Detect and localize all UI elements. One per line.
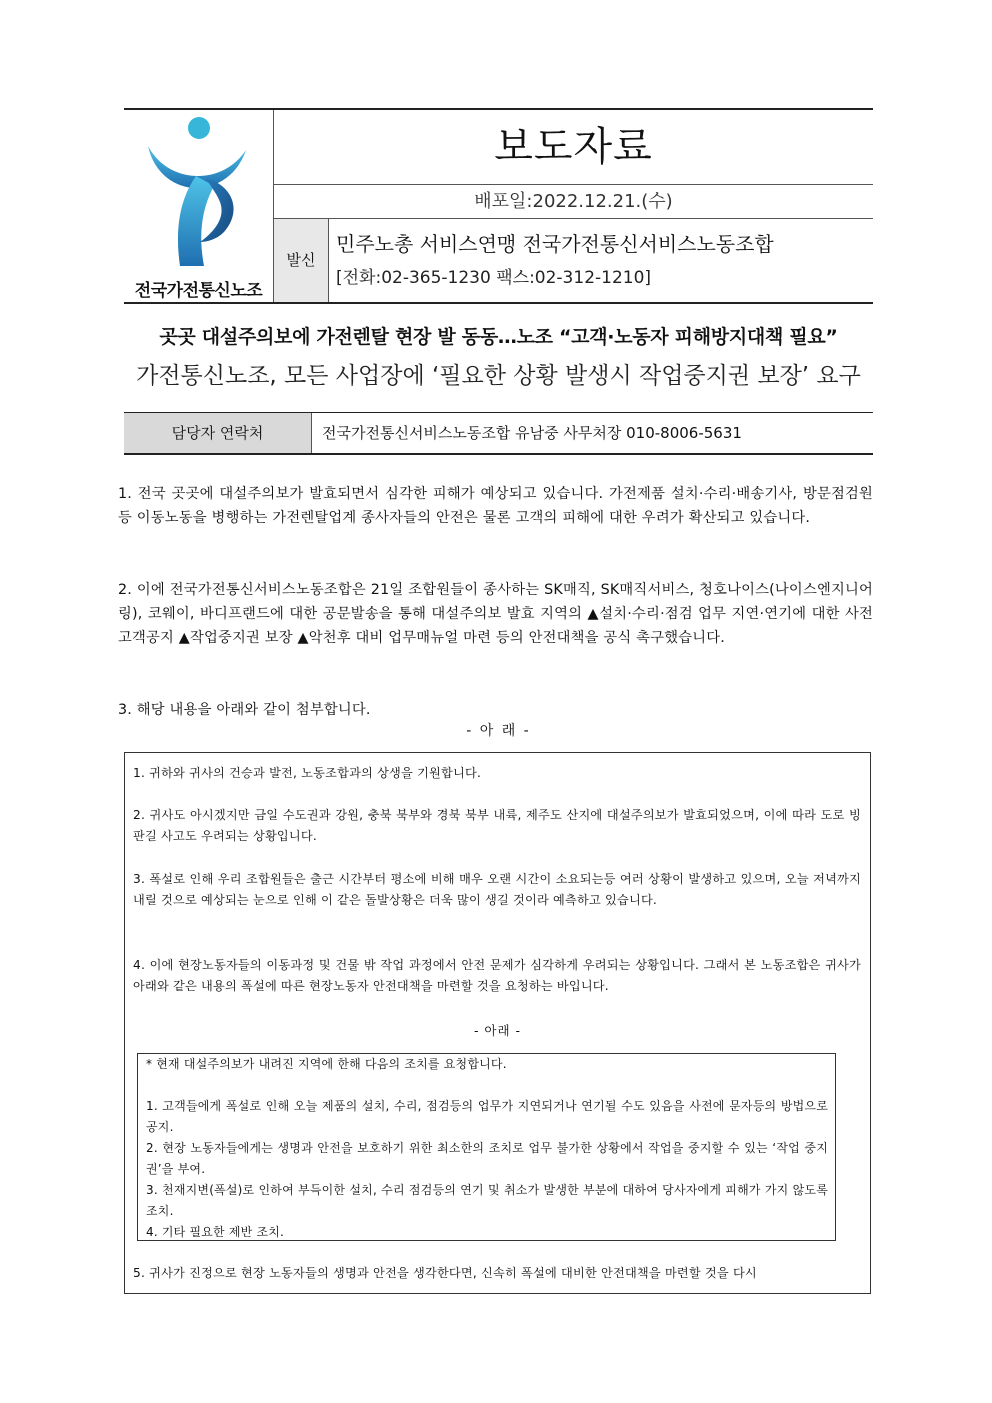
note-heading: - 아 래 - (466, 723, 531, 739)
attached-letter-box (124, 752, 871, 1294)
request-intro: * 현재 대설주의보가 내려진 지역에 한해 다음의 조치를 요청합니다. (146, 1057, 507, 1071)
letter-note-heading: - 아래 - (473, 1023, 522, 1038)
request-item-3: 3. 천재지변(폭설)로 인하여 부득이한 설치, 수리 점검등의 연기 및 취소가 발생한 부분에 대하여 당사자에게 피해가 가지 않도록 조치. (146, 1183, 828, 1218)
page-title: 보도자료 (494, 124, 653, 170)
request-item-4: 4. 기타 필요한 제반 조치. (146, 1225, 285, 1239)
page-title-cell (274, 110, 873, 185)
request-list-box (137, 1053, 836, 1241)
contact-value: 전국가전통신서비스노동조합 유남중 사무처장 010-8006-5631 (322, 424, 742, 442)
request-item-1: 1. 고객들에게 폭설로 인해 오늘 제품의 설치, 수리, 점검등의 업무가 지연되거나 연기될 수도 있음을 사전에 문자등의 방법으로 공지. (146, 1099, 828, 1134)
logo-text: 전국가전통신노조 (134, 281, 263, 301)
contact-label: 담당자 연락처 (124, 413, 312, 453)
letter-item-2: 2. 귀사도 아시겠지만 금일 수도권과 강원, 충북 북부와 경북 북부 내륙, 제주도 산지에 대설주의보가 발효되었으며, 이에 따라 도로 빙판길 사고도 우려되는 상황입니다. (133, 808, 861, 843)
logo-cell (124, 110, 274, 302)
sender-name: 민주노총 서비스연맹 전국가전통신서비스노동조합 (336, 232, 774, 256)
body-paragraph-1: 1. 전국 곳곳에 대설주의보가 발효되면서 심각한 피해가 예상되고 있습니다. 가전제품 설치·수리·배송기사, 방문점검원 등 이동노동을 병행하는 가전렌탈업계 종사자들의 안전은 물론 고객의 피해에 대한 우려가 확산되고 있습니다. (118, 486, 873, 526)
release-date: 배포일:2022.12.21.(수) (274, 185, 873, 219)
letter-item-3: 3. 폭설로 인해 우리 조합원들은 출근 시간부터 평소에 비해 매우 오랜 시간이 소요되는등 여러 상황이 발생하고 있으며, 오늘 저녁까지 내릴 것으로 예상되는 눈으로 인해 이 같은 돌발상황은 더욱 많이 생길 것이라 예측하고 있습니다. (133, 872, 861, 907)
body-paragraph-3: 3. 해당 내용을 아래와 같이 첨부합니다. (118, 702, 371, 718)
letter-item-5: 5. 귀사가 진정으로 현장 노동자들의 생명과 안전을 생각한다면, 신속히 폭설에 대비한 안전대책을 마련할 것을 다시 (133, 1266, 757, 1280)
press-header (124, 108, 873, 304)
union-logo-icon (142, 116, 254, 274)
letter-item-1: 1. 귀하와 귀사의 건승과 발전, 노동조합과의 상생을 기원합니다. (133, 766, 482, 780)
body-paragraph-2: 2. 이에 전국가전통신서비스노동조합은 21일 조합원들이 종사하는 SK매직, SK매직서비스, 청호나이스(나이스엔지니어링), 코웨이, 바디프랜드에 대한 공문발송을 통해 대설주의보 발효 지역의 ▲설치·수리·점검 업무 지연·연기에 대한 사전 고객공지 ▲작업중지권 보장 ▲악천후 대비 업무매뉴얼 마련 등의 안전대책을 공식 촉구했습니다. (118, 582, 873, 646)
headline: 곳곳 대설주의보에 가전렌탈 현장 발 동동…노조 “고객·노동자 피해방지대책 필요” (159, 326, 838, 348)
request-item-2: 2. 현장 노동자들에게는 생명과 안전을 보호하기 위한 최소한의 조치로 업무 불가한 상황에서 작업을 중지할 수 있는 ‘작업 중지권’을 부여. (146, 1141, 828, 1176)
letter-item-4: 4. 이에 현장노동자들의 이동과정 및 건물 밖 작업 과정에서 안전 문제가 심각하게 우려되는 상황입니다. 그래서 본 노동조합은 귀사가 아래와 같은 내용의 폭설에 따른 현장노동자 안전대책을 마련할 것을 요청하는 바입니다. (133, 958, 861, 993)
contact-row (124, 412, 873, 455)
sender-label: 발신 (274, 219, 329, 302)
subheadline: 가전통신노조, 모든 사업장에 ‘필요한 상황 발생시 작업중지권 보장’ 요구 (136, 363, 861, 389)
sender-contact: [전화:02-365-1230 팩스:02-312-1210] (336, 268, 652, 288)
